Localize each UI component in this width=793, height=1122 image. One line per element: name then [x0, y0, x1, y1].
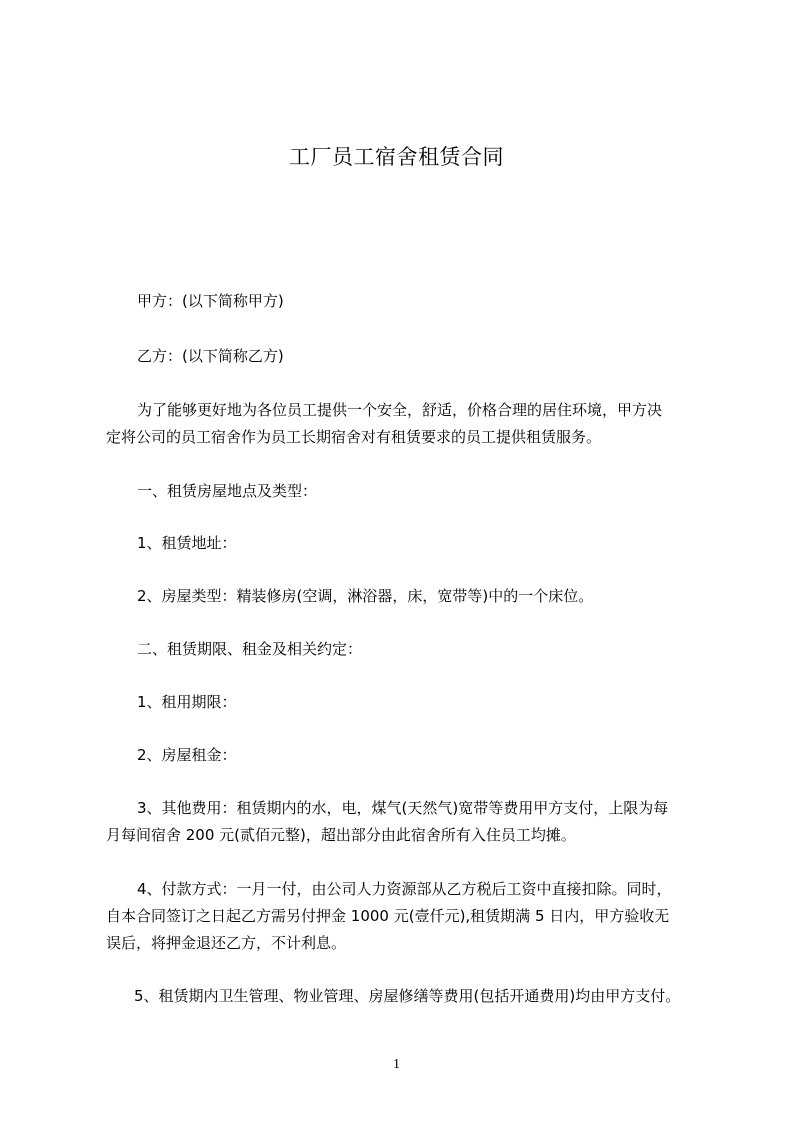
- item-2-5: 5、租赁期内卫生管理、物业管理、房屋修缮等费用(包括开通费用)均由甲方支付。: [134, 987, 681, 1005]
- party-b-line: 乙方：(以下简称乙方): [137, 347, 284, 365]
- item-2-3-line-2: 月每间宿舍 200 元(贰佰元整)，超出部分由此宿舍所有入住员工均摊。: [106, 826, 576, 844]
- item-2-4-line-2: 自本合同签订之日起乙方需另付押金 1000 元(壹仟元),租赁期满 5 日内，甲方验收无: [106, 907, 670, 925]
- section-1-heading: 一、租赁房屋地点及类型：: [137, 482, 318, 500]
- item-2-4-line-1: 4、付款方式：一月一付，由公司人力资源部从乙方税后工资中直接扣除。同时，: [137, 880, 672, 898]
- document-title: 工厂员工宿舍租赁合同: [289, 145, 504, 169]
- item-2-4-line-3: 误后，将押金退还乙方，不计利息。: [106, 934, 347, 952]
- item-1-1: 1、租赁地址：: [137, 534, 237, 552]
- item-2-3-line-1: 3、其他费用：租赁期内的水，电，煤气(天然气)宽带等费用甲方支付，上限为每: [137, 799, 669, 817]
- party-a-line: 甲方：(以下简称甲方): [137, 292, 284, 310]
- intro-line-1: 为了能够更好地为各位员工提供一个安全，舒适，价格合理的居住环境，甲方决: [137, 401, 663, 419]
- item-2-2: 2、房屋租金：: [137, 746, 237, 764]
- section-2-heading: 二、租赁期限、租金及相关约定：: [137, 640, 363, 658]
- page-number: 1: [393, 1057, 400, 1072]
- intro-line-2: 定将公司的员工宿舍作为员工长期宿舍对有租赁要求的员工提供租赁服务。: [106, 428, 602, 446]
- item-1-2: 2、房屋类型：精装修房(空调，淋浴器，床，宽带等)中的一个床位。: [137, 587, 594, 605]
- item-2-1: 1、租用期限：: [137, 693, 237, 711]
